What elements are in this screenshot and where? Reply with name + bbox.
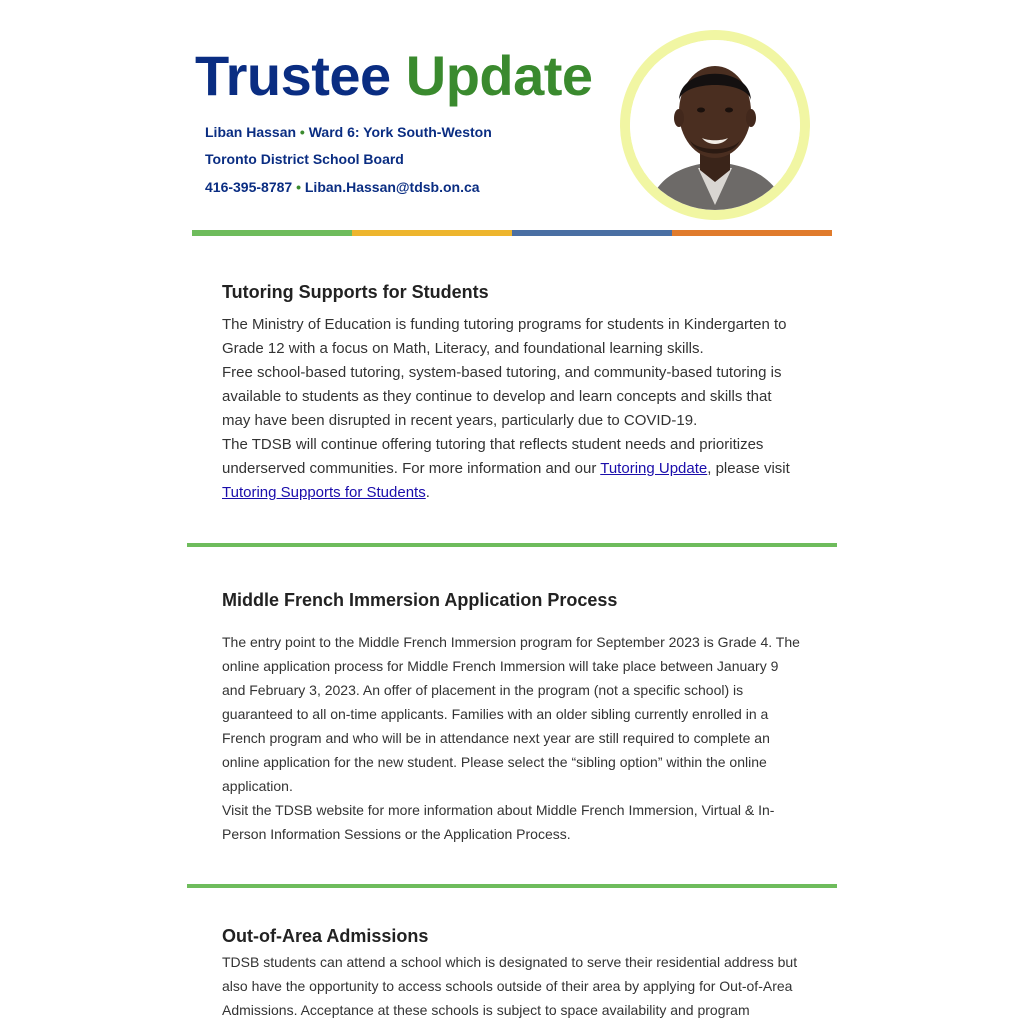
paragraph-text: , please visit (707, 460, 790, 477)
section-title: Tutoring Supports for Students (222, 282, 489, 302)
trustee-name: Liban Hassan (205, 124, 297, 140)
email-address[interactable]: Liban.Hassan@tdsb.on.ca (304, 179, 480, 195)
portrait-illustration (630, 40, 800, 210)
paragraph: The entry point to the Middle French Immersion program for September 2023 is Grade 4. The online application process for Middle French Immersion will take place between January 9 and February 3, 2023. An offer of placement in the program (not a specific school) is guaranteed to all on-time applicants. Families with an older sibling currently enrolled in a French program and who will be in attendance next year are still required to complete an online application for the new student. Please select the “sibling option” within the online application. (222, 634, 800, 794)
title-word-update: Update (405, 44, 593, 107)
ward-label: Ward 6: York South-Weston (308, 124, 492, 140)
tutoring-supports-link[interactable]: Tutoring Supports for Students (222, 484, 426, 501)
newsletter-title (195, 44, 593, 107)
separator-dot: • (296, 179, 301, 195)
section-title: Middle French Immersion Application Process (222, 590, 618, 610)
phone-number: 416-395-8787 (205, 179, 293, 195)
trustee-photo-frame (620, 30, 810, 220)
section-french-immersion (222, 589, 802, 846)
paragraph-text: . (425, 484, 430, 501)
newsletter-header (192, 30, 832, 240)
color-bar-segment (192, 230, 352, 236)
color-bar (192, 230, 832, 236)
paragraph: Visit the TDSB website for more information about Middle French Immersion, Virtual & In-Person Information Sessions or the Application Process. (222, 802, 775, 842)
board-line (205, 150, 404, 168)
board-name: Toronto District School Board (205, 151, 404, 167)
section-title: Out-of-Area Admissions (222, 926, 429, 946)
section-divider (187, 543, 837, 547)
section-tutoring (222, 281, 802, 505)
paragraph: The Ministry of Education is funding tutoring programs for students in Kindergarten to Grade 12 with a focus on Math, Literacy, and foundational learning skills. (222, 316, 787, 357)
paragraph-text: The TDSB will continue offering tutoring that reflects student needs and prioritizes underserved communities. For more information and our (222, 436, 764, 477)
color-bar-segment (672, 230, 832, 236)
trustee-photo (630, 40, 800, 210)
tutoring-update-link[interactable]: Tutoring Update (600, 460, 708, 477)
paragraph: TDSB students can attend a school which is designated to serve their residential address but also have the opportunity to access schools outside of their area by applying for Out-of-Area Admissions. Acceptance at these schools is subject to space availability and program (222, 954, 798, 1018)
section-out-of-area (222, 925, 802, 1022)
section-divider (187, 884, 837, 888)
trustee-name-line (205, 123, 492, 141)
contact-line (205, 178, 480, 196)
title-word-trustee: Trustee (195, 44, 391, 107)
color-bar-segment (352, 230, 512, 236)
color-bar-segment (512, 230, 672, 236)
separator-dot: • (299, 124, 305, 140)
paragraph: Free school-based tutoring, system-based tutoring, and community-based tutoring is available to students as they continue to develop and learn concepts and skills that may have been disrupted in recent years, particularly due to COVID-19. (222, 364, 782, 429)
paragraph (222, 433, 802, 505)
